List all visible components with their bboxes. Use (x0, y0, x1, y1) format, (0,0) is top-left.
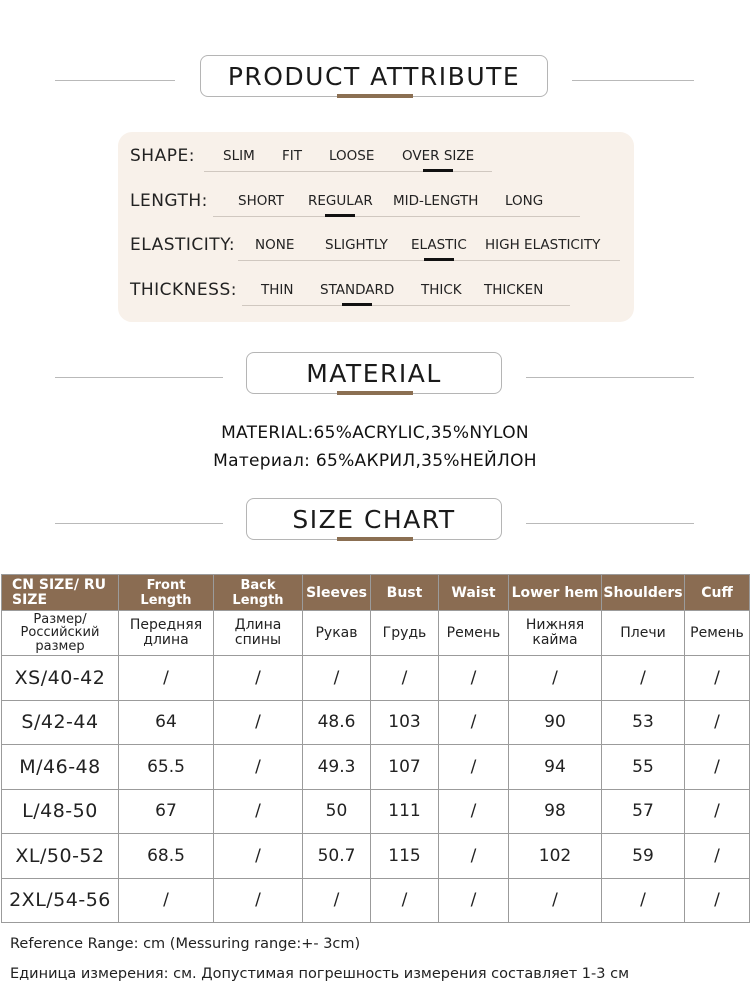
value-cell: 111 (371, 789, 439, 834)
attr-option-selected: OVER SIZE (402, 148, 475, 164)
value-cell: / (685, 834, 750, 879)
value-cell: / (509, 878, 602, 923)
value-cell: / (214, 700, 303, 745)
attr-baseline (213, 216, 580, 217)
size-table (1, 574, 750, 923)
value-cell: / (214, 745, 303, 790)
attribute-panel (118, 132, 634, 322)
attr-option: HIGH ELASTICITY (485, 237, 601, 253)
value-cell: 50 (303, 789, 371, 834)
divider-line (526, 377, 694, 378)
header-cell: Lower hem (509, 575, 602, 611)
attr-option: LOOSE (329, 148, 375, 164)
table-row (2, 745, 750, 790)
value-cell: 102 (509, 834, 602, 879)
header-cell: Ремень (439, 611, 509, 656)
header-cell: Sleeves (303, 575, 371, 611)
value-cell: / (214, 656, 303, 701)
value-cell: 115 (371, 834, 439, 879)
value-cell: / (371, 656, 439, 701)
section-title: PRODUCT ATTRIBUTE (200, 55, 548, 97)
size-cell: 2XL/54-56 (2, 878, 119, 923)
table-row (2, 878, 750, 923)
value-cell: 64 (119, 700, 214, 745)
value-cell: 50.7 (303, 834, 371, 879)
header-cell: Размер/ Российский размер (2, 611, 119, 656)
header-cell: Back Length (214, 575, 303, 611)
value-cell: / (685, 745, 750, 790)
section-title: MATERIAL (246, 352, 502, 394)
section-title: SIZE CHART (246, 498, 502, 540)
table-row (2, 656, 750, 701)
attr-option: LONG (505, 193, 544, 209)
value-cell: 57 (602, 789, 685, 834)
material-text-ru: Материал: 65%АКРИЛ,35%НЕЙЛОН (213, 451, 537, 471)
value-cell: 55 (602, 745, 685, 790)
header-cell: Нижняя кайма (509, 611, 602, 656)
divider-line (572, 80, 694, 81)
value-cell: / (685, 700, 750, 745)
size-cell: XL/50-52 (2, 834, 119, 879)
attr-option-selected: REGULAR (308, 193, 373, 209)
reference-note-ru: Единица измерения: см. Допустимая погрешность измерения составляет 1-3 см (10, 966, 630, 982)
attr-option: SLIM (223, 148, 255, 164)
size-cell: L/48-50 (2, 789, 119, 834)
header-cell: Waist (439, 575, 509, 611)
value-cell: / (119, 656, 214, 701)
attr-option: SLIGHTLY (325, 237, 388, 253)
attr-option: NONE (255, 237, 295, 253)
attr-label: THICKNESS: (130, 280, 237, 300)
title-underbar (337, 391, 413, 395)
material-header (0, 352, 750, 402)
title-underbar (337, 94, 413, 98)
value-cell: / (439, 789, 509, 834)
value-cell: / (303, 656, 371, 701)
value-cell: / (685, 878, 750, 923)
size-cell: XS/40-42 (2, 656, 119, 701)
value-cell: / (509, 656, 602, 701)
table-row (2, 834, 750, 879)
value-cell: / (371, 878, 439, 923)
size-cell: S/42-44 (2, 700, 119, 745)
attr-option: THIN (261, 282, 294, 298)
material-text-en: MATERIAL:65%ACRYLIC,35%NYLON (221, 423, 529, 443)
attr-option: THICKEN (484, 282, 544, 298)
attr-option: THICK (421, 282, 462, 298)
attr-option-selected: ELASTIC (411, 237, 467, 253)
header-cell: Плечи (602, 611, 685, 656)
header-cell: Длина спины (214, 611, 303, 656)
header-cell: CN SIZE/ RU SIZE (2, 575, 119, 611)
value-cell: / (119, 878, 214, 923)
header-cell: Cuff (685, 575, 750, 611)
product-attribute-header (0, 55, 750, 105)
value-cell: / (439, 878, 509, 923)
value-cell: 49.3 (303, 745, 371, 790)
attr-baseline (242, 305, 570, 306)
divider-line (526, 523, 694, 524)
attr-row-length (118, 189, 634, 219)
value-cell: 59 (602, 834, 685, 879)
attr-label: SHAPE: (130, 146, 195, 166)
value-cell: 65.5 (119, 745, 214, 790)
value-cell: 90 (509, 700, 602, 745)
divider-line (55, 377, 223, 378)
value-cell: 53 (602, 700, 685, 745)
value-cell: 107 (371, 745, 439, 790)
value-cell: / (439, 656, 509, 701)
header-cell: Передняя длина (119, 611, 214, 656)
attr-option: SHORT (238, 193, 284, 209)
value-cell: 98 (509, 789, 602, 834)
attr-row-thickness (118, 278, 634, 308)
size-chart-header (0, 498, 750, 548)
value-cell: 68.5 (119, 834, 214, 879)
value-cell: / (439, 834, 509, 879)
attr-option-selected: STANDARD (320, 282, 395, 298)
divider-line (55, 80, 175, 81)
size-cell: M/46-48 (2, 745, 119, 790)
value-cell: / (439, 745, 509, 790)
attr-label: ELASTICITY: (130, 235, 236, 255)
value-cell: / (602, 656, 685, 701)
table-row (2, 789, 750, 834)
attr-option: FIT (282, 148, 302, 164)
value-cell: 103 (371, 700, 439, 745)
value-cell: / (685, 789, 750, 834)
attr-row-shape (118, 144, 634, 174)
table-header-ru (2, 611, 750, 656)
header-cell: Front Length (119, 575, 214, 611)
header-cell: Bust (371, 575, 439, 611)
value-cell: / (303, 878, 371, 923)
header-cell: Грудь (371, 611, 439, 656)
reference-note-en: Reference Range: cm (Messuring range:+- 3cm) (10, 936, 361, 952)
title-underbar (337, 537, 413, 541)
value-cell: / (214, 834, 303, 879)
divider-line (55, 523, 223, 524)
value-cell: / (214, 789, 303, 834)
table-header-en (2, 575, 750, 611)
value-cell: / (602, 878, 685, 923)
value-cell: 48.6 (303, 700, 371, 745)
header-cell: Ремень (685, 611, 750, 656)
attr-option: MID-LENGTH (393, 193, 479, 209)
value-cell: 94 (509, 745, 602, 790)
attr-row-elasticity (118, 233, 634, 263)
value-cell: / (439, 700, 509, 745)
value-cell: / (685, 656, 750, 701)
attr-label: LENGTH: (130, 191, 208, 211)
header-cell: Shoulders (602, 575, 685, 611)
value-cell: / (214, 878, 303, 923)
table-row (2, 700, 750, 745)
header-cell: Рукав (303, 611, 371, 656)
value-cell: 67 (119, 789, 214, 834)
